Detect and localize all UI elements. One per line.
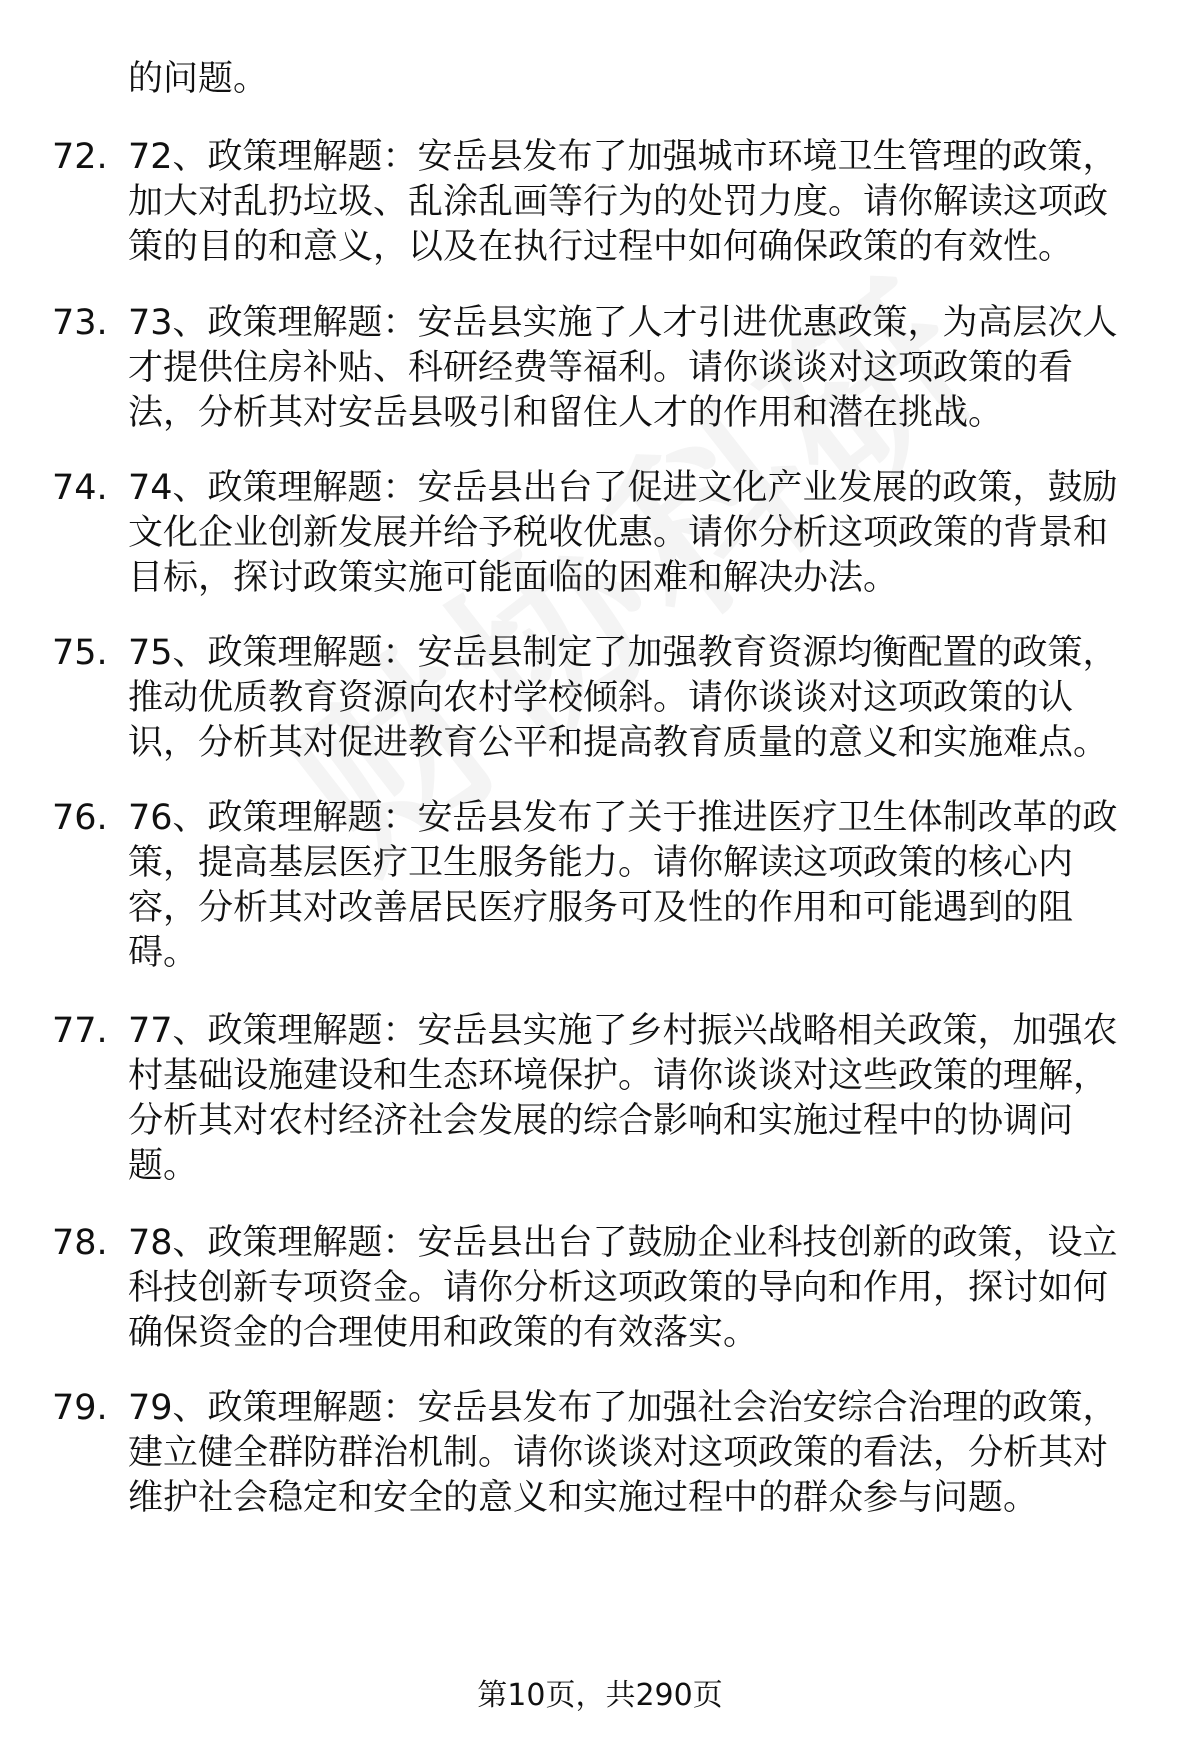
list-item-text-line: 76、政策理解题：安岳县发布了关于推进医疗卫生体制改革的政 <box>128 798 1118 838</box>
list-item-text-line: 维护社会稳定和安全的意义和实施过程中的群众参与问题。 <box>128 1478 1039 1518</box>
list-item-text-line: 策的目的和意义，以及在执行过程中如何确保政策的有效性。 <box>128 227 1074 267</box>
list-item-number: 74. <box>52 468 108 508</box>
list-item-number: 78. <box>52 1223 108 1263</box>
list-item-text-line: 题。 <box>128 1146 199 1186</box>
list-item-text-line: 73、政策理解题：安岳县实施了人才引进优惠政策，为高层次人 <box>128 303 1118 343</box>
list-item-text-line: 科技创新专项资金。请你分析这项政策的导向和作用，探讨如何 <box>128 1268 1109 1308</box>
list-item-text-line: 碍。 <box>128 933 199 973</box>
list-item-number: 76. <box>52 798 108 838</box>
list-item-text-line: 79、政策理解题：安岳县发布了加强社会治安综合治理的政策， <box>128 1388 1118 1428</box>
list-item-text-line: 识，分析其对促进教育公平和提高教育质量的意义和实施难点。 <box>128 723 1109 763</box>
list-item-text-line: 74、政策理解题：安岳县出台了促进文化产业发展的政策，鼓励 <box>128 468 1118 508</box>
list-item-text-line: 文化企业创新发展并给予税收优惠。请你分析这项政策的背景和 <box>128 513 1109 553</box>
list-item-text-line: 确保资金的合理使用和政策的有效落实。 <box>128 1313 759 1353</box>
list-item-text-line: 法，分析其对安岳县吸引和留住人才的作用和潜在挑战。 <box>128 393 1004 433</box>
list-item-text-line: 78、政策理解题：安岳县出台了鼓励企业科技创新的政策，设立 <box>128 1223 1118 1263</box>
list-item-text-line: 策，提高基层医疗卫生服务能力。请你解读这项政策的核心内 <box>128 843 1074 883</box>
list-item-number: 77. <box>52 1011 108 1051</box>
page-footer: 第10页，共290页 <box>477 1678 723 1713</box>
list-item-text-line: 容，分析其对改善居民医疗服务可及性的作用和可能遇到的阻 <box>128 888 1074 928</box>
list-item-text-line: 77、政策理解题：安岳县实施了乡村振兴战略相关政策，加强农 <box>128 1011 1118 1051</box>
list-item-number: 73. <box>52 303 108 343</box>
list-item-text-line: 建立健全群防群治机制。请你谈谈对这项政策的看法，分析其对 <box>128 1433 1109 1473</box>
list-item-text-line: 72、政策理解题：安岳县发布了加强城市环境卫生管理的政策， <box>128 137 1118 177</box>
list-item-text-line: 75、政策理解题：安岳县制定了加强教育资源均衡配置的政策， <box>128 633 1118 673</box>
list-item-text-line: 才提供住房补贴、科研经费等福利。请你谈谈对这项政策的看 <box>128 348 1074 388</box>
list-item-text-line: 目标，探讨政策实施可能面临的困难和解决办法。 <box>128 558 899 598</box>
continued-text: 的问题。 <box>128 59 269 99</box>
list-item-text-line: 推动优质教育资源向农村学校倾斜。请你谈谈对这项政策的认 <box>128 678 1074 718</box>
list-item-number: 75. <box>52 633 108 673</box>
list-item-number: 72. <box>52 137 108 177</box>
list-item-text-line: 村基础设施建设和生态环境保护。请你谈谈对这些政策的理解， <box>128 1056 1109 1096</box>
list-item-number: 79. <box>52 1388 108 1428</box>
list-item-text-line: 分析其对农村经济社会发展的综合影响和实施过程中的协调问 <box>128 1101 1074 1141</box>
list-item-text-line: 加大对乱扔垃圾、乱涂乱画等行为的处罚力度。请你解读这项政 <box>128 182 1109 222</box>
